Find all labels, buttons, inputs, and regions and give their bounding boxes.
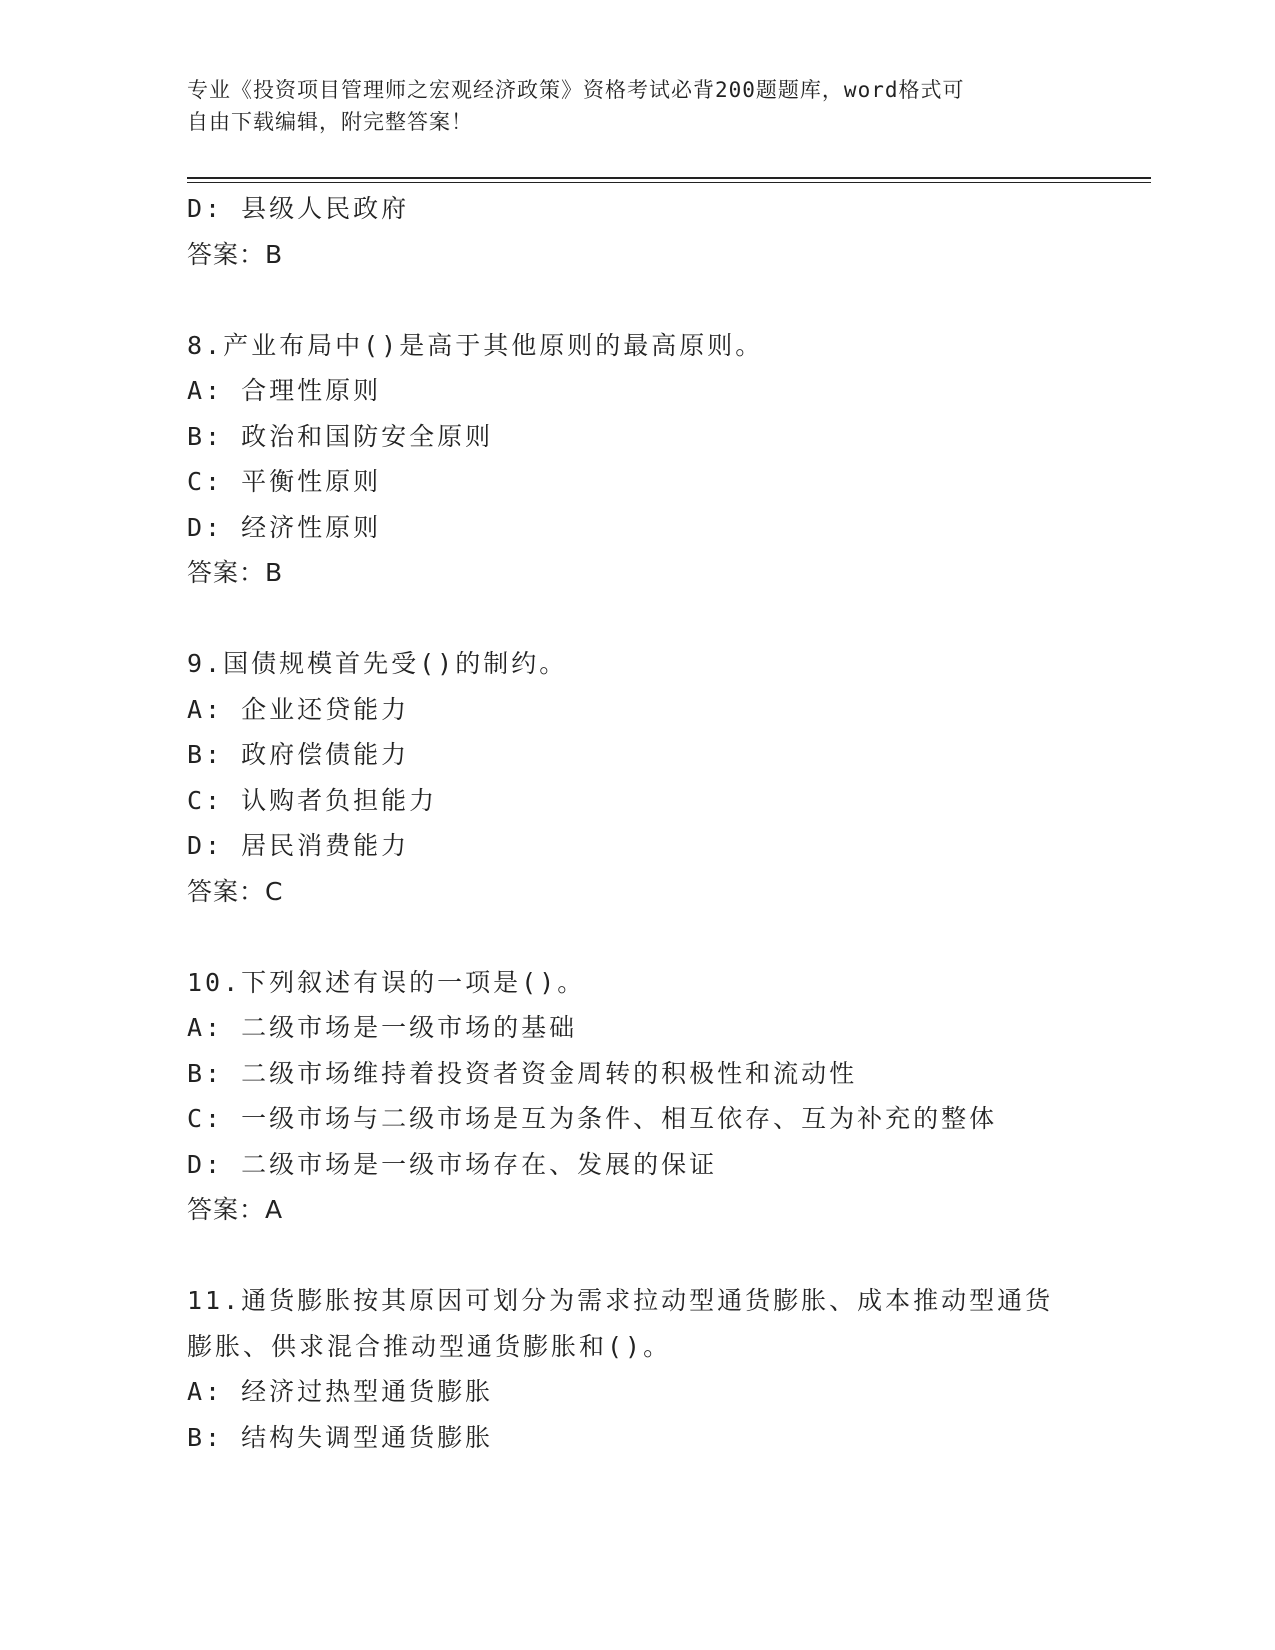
question-text: 8.产业布局中()是高于其他原则的最高原则。 <box>187 330 764 360</box>
question-text-line-2: 膨胀、供求混合推动型通货膨胀和()。 <box>187 1331 672 1361</box>
option-d: D: 县级人民政府 <box>187 194 410 223</box>
spacer <box>187 914 1147 960</box>
option-a: A: 企业还贷能力 <box>187 694 410 724</box>
option-b: B: 政治和国防安全原则 <box>187 421 494 451</box>
question-text-line-1: 11.通货膨胀按其原因可划分为需求拉动型通货膨胀、成本推动型通货 <box>187 1286 1054 1315</box>
option-d: D: 经济性原则 <box>187 512 382 542</box>
answer-line: 答案：B <box>187 558 284 587</box>
header-divider-thick <box>187 177 1151 179</box>
spacer <box>187 277 1147 323</box>
spacer <box>187 1233 1147 1279</box>
question-text: 9.国债规模首先受()的制约。 <box>187 649 568 678</box>
option-d: D: 居民消费能力 <box>187 831 410 860</box>
option-d: D: 二级市场是一级市场存在、发展的保证 <box>187 1149 718 1179</box>
option-b: B: 结构失调型通货膨胀 <box>187 1422 494 1452</box>
question-text: 10.下列叙述有误的一项是()。 <box>187 967 586 997</box>
answer-line: 答案：B <box>187 239 284 269</box>
question-8 <box>187 323 1147 596</box>
header-title-line-2: 自由下载编辑，附完整答案！ <box>187 110 473 134</box>
option-c: C: 一级市场与二级市场是互为条件、相互依存、互为补充的整体 <box>187 1104 998 1133</box>
option-c: C: 认购者负担能力 <box>187 785 438 815</box>
header-title-line-1: 专业《投资项目管理师之宏观经济政策》资格考试必背200题题库，word格式可 <box>187 78 965 102</box>
option-b: B: 二级市场维持着投资者资金周转的积极性和流动性 <box>187 1058 858 1088</box>
question-10 <box>187 960 1147 1233</box>
option-a: A: 合理性原则 <box>187 376 382 405</box>
document-header <box>187 74 1087 138</box>
option-a: A: 经济过热型通货膨胀 <box>187 1377 494 1406</box>
option-a: A: 二级市场是一级市场的基础 <box>187 1013 578 1042</box>
spacer <box>187 596 1147 642</box>
question-fragment <box>187 186 1147 277</box>
question-9 <box>187 641 1147 914</box>
option-b: B: 政府偿债能力 <box>187 740 410 769</box>
option-c: C: 平衡性原则 <box>187 467 382 496</box>
answer-line: 答案：A <box>187 1195 284 1224</box>
question-11 <box>187 1278 1147 1460</box>
document-body <box>187 186 1147 1460</box>
header-divider-thin <box>187 182 1151 183</box>
answer-line: 答案：C <box>187 876 284 906</box>
